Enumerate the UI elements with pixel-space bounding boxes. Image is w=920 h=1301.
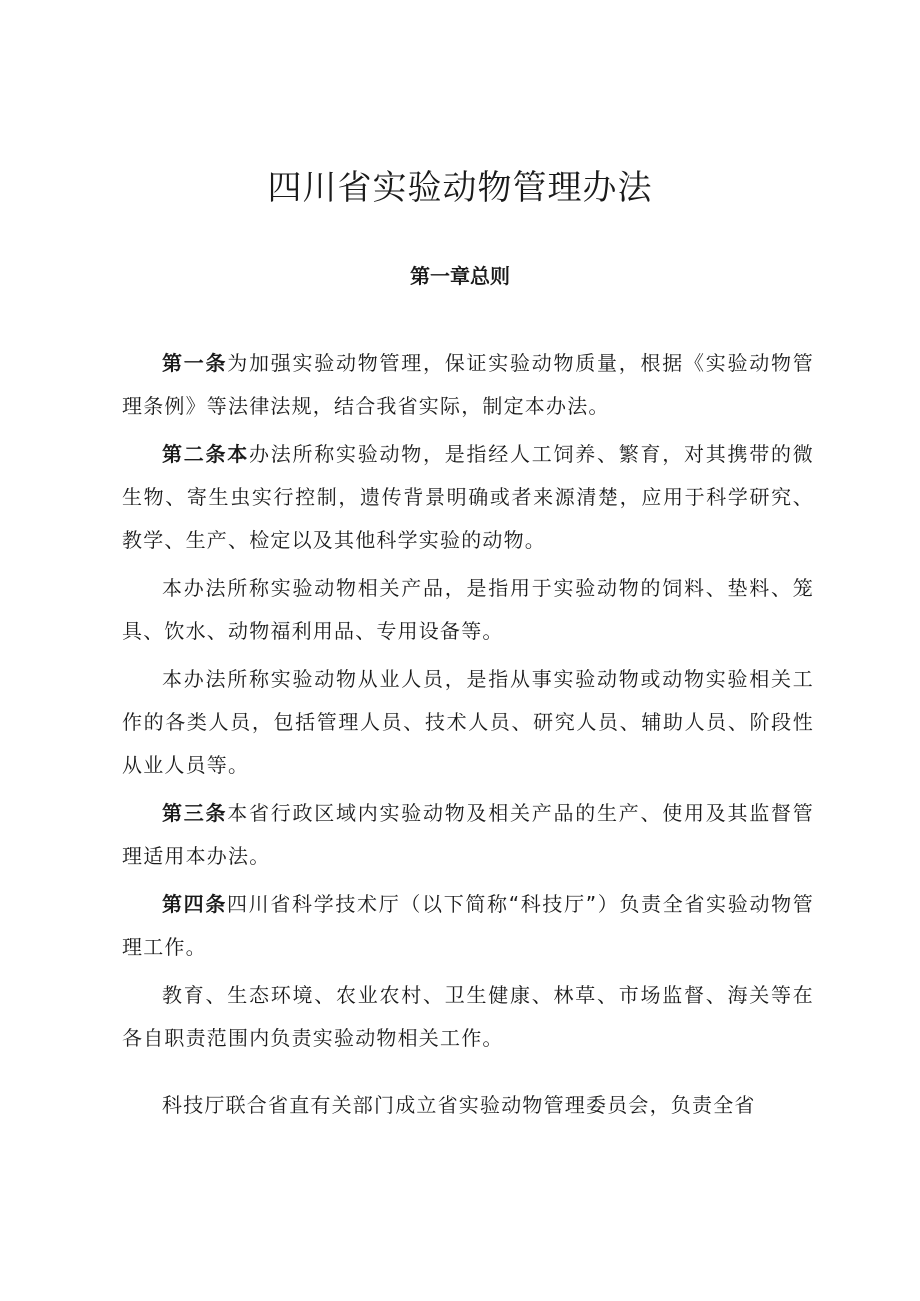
- paragraph-text: 本办法所称实验动物相关产品，是指用于实验动物的饲料、垫料、笼具、饮水、动物福利用品、专用设备等。: [122, 576, 814, 643]
- paragraph-text: 本办法所称实验动物从业人员，是指从事实验动物或动物实验相关工作的各类人员，包括管理人员、技术人员、研究人员、辅助人员、阶段性从业人员等。: [122, 667, 814, 777]
- paragraph-text: 科技厅联合省直有关部门成立省实验动物管理委员会，负责全省: [162, 1093, 756, 1117]
- article-number: 第一条: [162, 351, 228, 375]
- paragraph-article-1: [122, 342, 814, 428]
- paragraph-committee: [122, 1084, 814, 1127]
- paragraph-related-products: [122, 567, 814, 653]
- paragraph-article-4: [122, 883, 814, 969]
- paragraph-text: 四川省科学技术厅（以下简称“科技厅”）负责全省实验动物管理工作。: [122, 892, 814, 959]
- paragraph-departments: [122, 974, 814, 1060]
- article-number: 第三条: [162, 801, 228, 825]
- paragraph-practitioners: [122, 658, 814, 787]
- article-number: 第二条本: [162, 442, 250, 466]
- paragraph-article-2: [122, 433, 814, 562]
- document-title: 四川省实验动物管理办法: [267, 168, 653, 208]
- paragraph-text: 为加强实验动物管理，保证实验动物质量，根据《实验动物管理条例》等法律法规，结合我省实际，制定本办法。: [122, 351, 814, 418]
- paragraph-text: 本省行政区域内实验动物及相关产品的生产、使用及其监督管理适用本办法。: [122, 801, 814, 868]
- document-body: [122, 342, 814, 1127]
- paragraph-text: 教育、生态环境、农业农村、卫生健康、林草、市场监督、海关等在各自职责范围内负责实验动物相关工作。: [122, 983, 814, 1050]
- paragraph-text: 办法所称实验动物，是指经人工饲养、繁育，对其携带的微生物、寄生虫实行控制，遗传背景明确或者来源清楚，应用于科学研究、教学、生产、检定以及其他科学实验的动物。: [122, 442, 814, 552]
- chapter-heading: 第一章总则: [410, 264, 510, 288]
- paragraph-article-3: [122, 792, 814, 878]
- article-number: 第四条: [162, 892, 228, 916]
